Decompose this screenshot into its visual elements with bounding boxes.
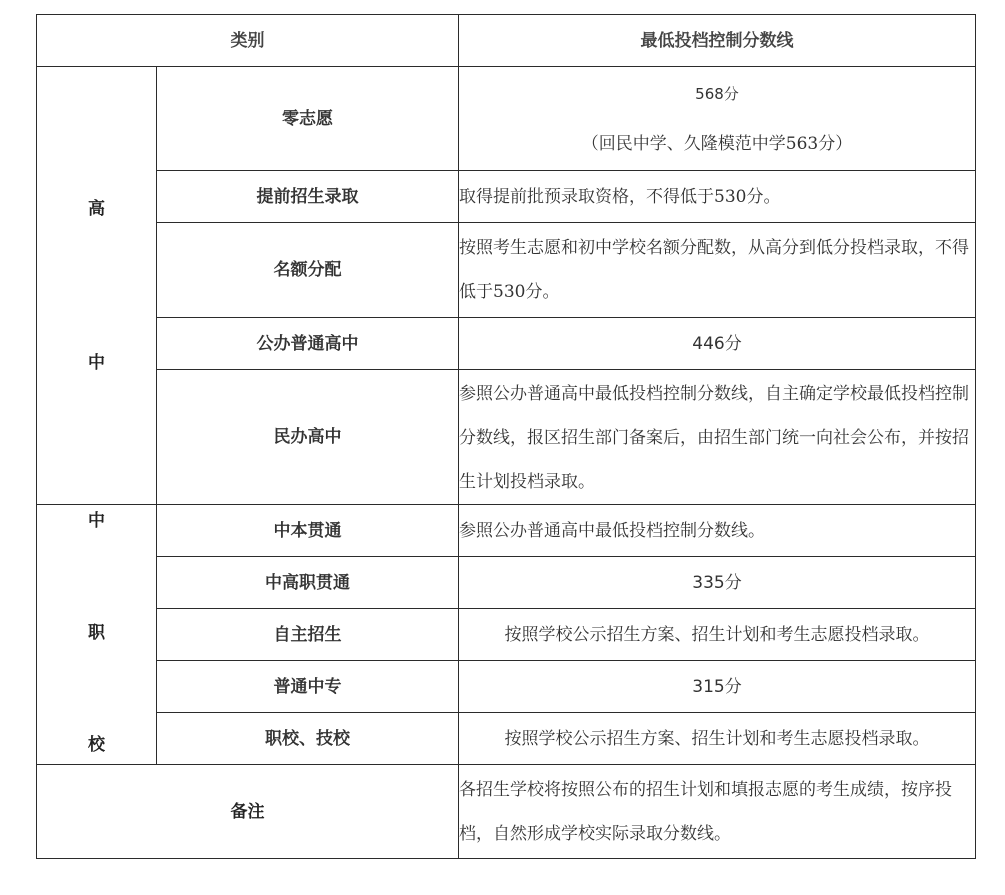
note-label: 备注	[37, 765, 459, 859]
row-label-voc-tech-school: 职校、技校	[157, 713, 459, 765]
quota-allocation-text: 按照考生志愿和初中学校名额分配数，从高分到低分投档录取，不得低于530分。	[459, 238, 969, 302]
header-score-line: 最低投档控制分数线	[459, 15, 976, 67]
table-row	[37, 713, 976, 765]
row-label-independent: 自主招生	[157, 609, 459, 661]
row-label-regular-secondary: 普通中专	[157, 661, 459, 713]
row-value-secondary-higher-voc: 335分	[459, 557, 976, 609]
row-value-quota-allocation	[459, 223, 976, 318]
group-char: 职	[88, 622, 105, 643]
table-row	[37, 505, 976, 557]
row-value-zero-wish	[459, 67, 976, 171]
admission-score-table	[36, 14, 976, 859]
table-row	[37, 318, 976, 370]
group-label-vocational	[37, 505, 157, 765]
zero-wish-score: 568分	[695, 84, 739, 103]
row-label-public-high: 公办普通高中	[157, 318, 459, 370]
group-char: 校	[88, 734, 105, 755]
row-label-private-high: 民办高中	[157, 370, 459, 505]
group-char: 高	[88, 198, 105, 219]
group-label-high-school	[37, 67, 157, 505]
table-row	[37, 223, 976, 318]
row-label-secondary-undergrad: 中本贯通	[157, 505, 459, 557]
note-text: 各招生学校将按照公布的招生计划和填报志愿的考生成绩，按序投档，自然形成学校实际录取分数线。	[459, 779, 952, 844]
table-row	[37, 67, 976, 171]
row-value-voc-tech-school: 按照学校公示招生方案、招生计划和考生志愿投档录取。	[459, 713, 976, 765]
private-high-text: 参照公办普通高中最低投档控制分数线，自主确定学校最低投档控制分数线，报区招生部门备案后，由招生部门统一向社会公布，并按招生计划投档录取。	[459, 384, 969, 492]
table-header-row	[37, 15, 976, 67]
row-value-independent: 按照学校公示招生方案、招生计划和考生志愿投档录取。	[459, 609, 976, 661]
table-row	[37, 370, 976, 505]
row-value-regular-secondary: 315分	[459, 661, 976, 713]
row-value-public-high: 446分	[459, 318, 976, 370]
row-label-quota-allocation: 名额分配	[157, 223, 459, 318]
zero-wish-note: （回民中学、久隆模范中学563分）	[581, 133, 853, 154]
row-value-private-high	[459, 370, 976, 505]
note-value	[459, 765, 976, 859]
group-char: 中	[88, 510, 105, 531]
row-label-secondary-higher-voc: 中高职贯通	[157, 557, 459, 609]
table-row	[37, 609, 976, 661]
group-char: 中	[88, 352, 105, 373]
table-row	[37, 557, 976, 609]
note-row	[37, 765, 976, 859]
table-row	[37, 661, 976, 713]
table-row	[37, 171, 976, 223]
row-value-secondary-undergrad: 参照公办普通高中最低投档控制分数线。	[459, 505, 976, 557]
row-value-early-admission: 取得提前批预录取资格，不得低于530分。	[459, 171, 976, 223]
row-label-zero-wish: 零志愿	[157, 67, 459, 171]
row-label-early-admission: 提前招生录取	[157, 171, 459, 223]
header-category: 类别	[37, 15, 459, 67]
